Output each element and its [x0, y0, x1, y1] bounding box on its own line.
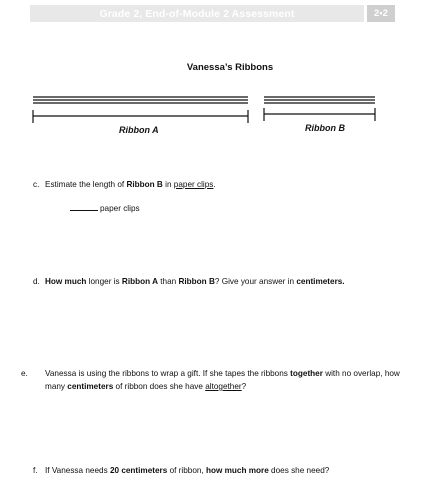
question-d-text-2: than	[157, 277, 179, 286]
question-c	[33, 178, 403, 191]
question-e	[21, 367, 405, 393]
question-c-text: Estimate the length of	[45, 180, 127, 189]
ribbon-a-label: Ribbon A	[119, 125, 159, 135]
question-f-text-2: of ribbon,	[167, 466, 206, 475]
answer-blank[interactable]	[70, 202, 98, 211]
question-e-underlined: altogether	[205, 382, 242, 391]
question-e-letter: e.	[21, 369, 28, 378]
question-e-text-2: with no overlap, how many	[45, 369, 400, 391]
answer-unit: paper clips	[100, 204, 140, 213]
ribbon-b	[264, 97, 375, 103]
question-e-bold-1: together	[290, 369, 323, 378]
question-d	[33, 275, 403, 288]
question-e-text-3: of ribbon does she have	[113, 382, 206, 391]
ribbon-b-label: Ribbon B	[305, 123, 345, 133]
question-f-text-1: If Vanessa needs	[45, 466, 110, 475]
ribbon-a-measure	[33, 110, 248, 123]
question-f	[33, 464, 403, 477]
question-c-end: .	[213, 180, 216, 189]
ribbon-b-measure	[264, 108, 375, 121]
question-f-letter: f.	[33, 466, 38, 475]
question-d-bold-2: Ribbon A	[121, 277, 158, 286]
ribbon-figure	[0, 0, 433, 150]
question-e-bold-2: centimeters	[67, 382, 114, 391]
figure-title: Vanessa’s Ribbons	[186, 62, 274, 73]
question-e-text-1: Vanessa is using the ribbons to wrap a gift. If she tapes the ribbons	[45, 369, 291, 378]
module-badge: 2•2	[367, 5, 395, 22]
question-d-bold-1: How much	[45, 277, 87, 286]
question-d-bold-3: Ribbon B	[178, 277, 215, 286]
question-c-text-2: in	[162, 180, 174, 189]
question-c-letter: c.	[33, 180, 40, 189]
question-d-text-3: ? Give your answer in	[214, 277, 297, 286]
question-d-text-1: longer is	[86, 277, 122, 286]
question-e-end: ?	[241, 382, 247, 391]
question-c-bold: Ribbon B	[126, 180, 163, 189]
question-f-bold-2: how much more	[205, 466, 269, 475]
question-c-answer-line	[70, 202, 140, 213]
question-f-text-3: does she need?	[268, 466, 330, 475]
header-title: Grade 2, End-of-Module 2 Assessment	[99, 7, 295, 20]
ribbon-a	[33, 97, 248, 103]
question-d-letter: d.	[33, 277, 40, 286]
question-c-underlined: paper clips	[173, 180, 214, 189]
question-f-bold-1: 20 centimeters	[109, 466, 168, 475]
question-d-bold-4: centimeters.	[296, 277, 345, 286]
